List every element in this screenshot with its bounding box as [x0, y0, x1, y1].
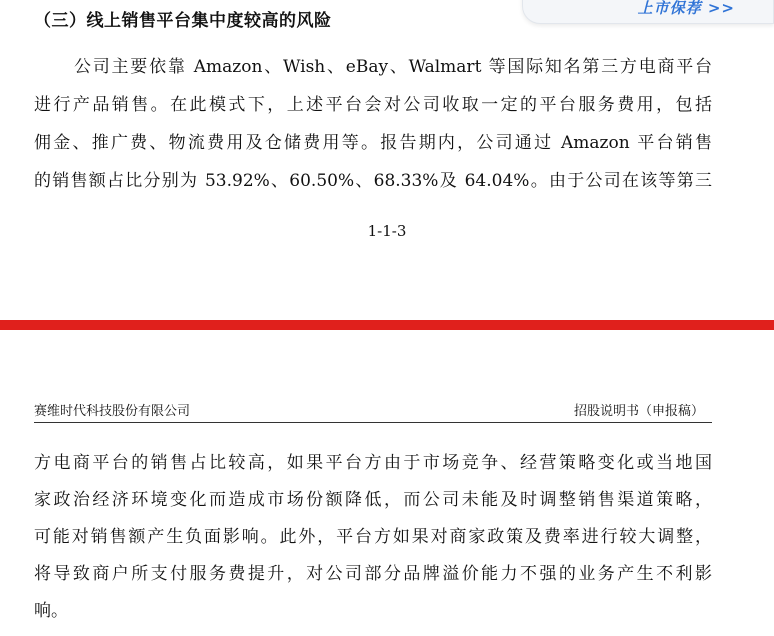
paragraph-line: 将导致商户所支付服务费提升，对公司部分品牌溢价能力不强的业务产生不利影: [34, 564, 712, 584]
document-page-bottom: [0, 330, 774, 636]
document-title: 招股说明书（申报稿）: [573, 404, 704, 419]
page-number: 1-1-3: [367, 222, 407, 240]
running-header: [34, 400, 712, 423]
company-name: 赛维时代科技股份有限公司: [34, 404, 191, 419]
paragraph-line: 可能对销售额产生负面影响。此外，平台方如果对商家政策及费率进行较大调整，: [34, 527, 712, 547]
paragraph-line: 佣金、推广费、物流费用及仓储费用等。报告期内，公司通过 Amazon 平台销售: [34, 133, 712, 153]
paragraph-line: 响。: [34, 601, 68, 621]
paragraph-line: 方电商平台的销售占比较高，如果平台方由于市场竞争、经营策略变化或当地国: [34, 453, 712, 473]
paragraph-line: 家政治经济环境变化而造成市场份额降低，而公司未能及时调整销售渠道策略，: [34, 490, 712, 510]
corner-tab-label: 上市保荐 >>: [637, 0, 735, 17]
section-heading: （三）线上销售平台集中度较高的风险: [34, 11, 332, 31]
paragraph-line: 进行产品销售。在此模式下，上述平台会对公司收取一定的平台服务费用，包括: [34, 95, 712, 115]
page-divider: [0, 320, 774, 330]
paragraph-line: 公司主要依靠 Amazon、Wish、eBay、Walmart 等国际知名第三方电商平台: [74, 57, 712, 77]
paragraph-line: 的销售额占比分别为 53.92%、60.50%、68.33%及 64.04%。由于公司在该等第三: [34, 171, 712, 191]
corner-tab[interactable]: [522, 0, 774, 24]
